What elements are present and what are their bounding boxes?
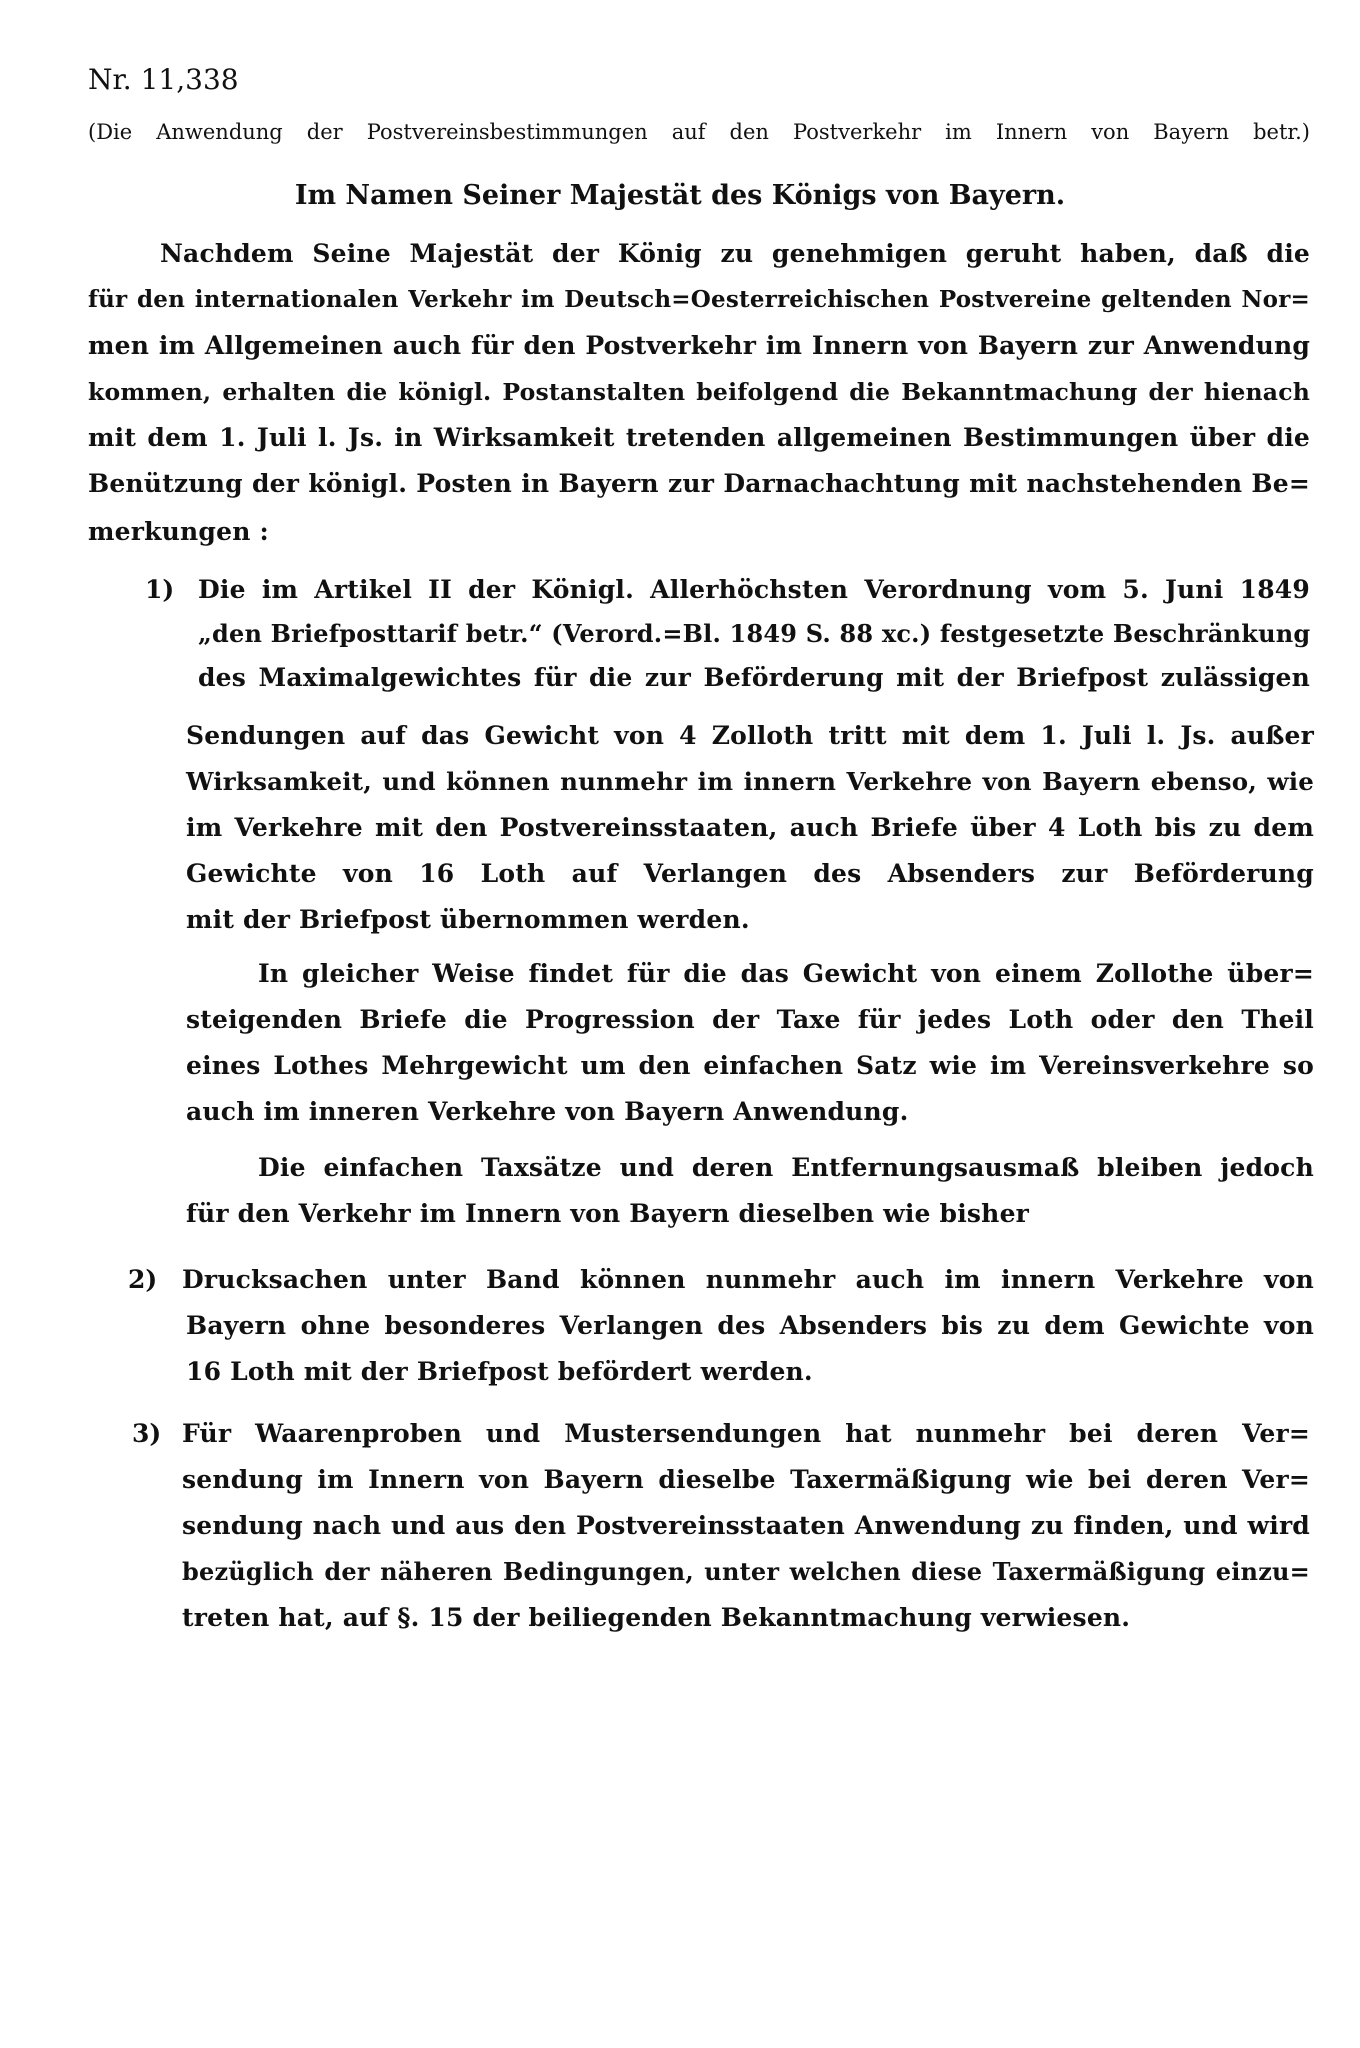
item-line: 16 Loth mit der Briefpost befördert werden.	[186, 1357, 813, 1386]
document-subtitle: (Die Anwendung der Postvereinsbestimmungen auf den Postverkehr im Innern von Bayern betr.)	[88, 120, 1310, 144]
item-line: des Maximalgewichtes für die zur Beförderung mit der Briefpost zulässigen	[198, 663, 1310, 692]
item-line: bezüglich der näheren Bedingungen, unter welchen diese Taxermäßigung einzu=	[182, 1557, 1310, 1586]
item-line: sendung nach und aus den Postvereinsstaaten Anwendung zu finden, und wird	[182, 1511, 1310, 1540]
item-line: Bayern ohne besonderes Verlangen des Absenders bis zu dem Gewichte von	[186, 1311, 1314, 1340]
intro-line: für den internationalen Verkehr im Deutsch=Oesterreichischen Postvereine geltenden Nor=	[88, 286, 1310, 313]
item-line: sendung im Innern von Bayern dieselbe Taxermäßigung wie bei deren Ver=	[182, 1465, 1310, 1494]
item-line: treten hat, auf §. 15 der beiliegenden Bekanntmachung verwiesen.	[182, 1603, 1131, 1632]
item-line: im Verkehre mit den Postvereinsstaaten, auch Briefe über 4 Loth bis zu dem	[186, 813, 1314, 842]
item-line: auch im inneren Verkehre von Bayern Anwendung.	[186, 1097, 909, 1126]
intro-line: mit dem 1. Juli l. Js. in Wirksamkeit tretenden allgemeinen Bestimmungen über die	[88, 423, 1310, 452]
item-number: 1)	[145, 575, 175, 604]
item-line: In gleicher Weise findet für die das Gewicht von einem Zollothe über=	[258, 959, 1314, 988]
item-line: Für Waarenproben und Mustersendungen hat nunmehr bei deren Ver=	[182, 1419, 1310, 1448]
intro-line: kommen, erhalten die königl. Postanstalten beifolgend die Bekanntmachung der hienach	[88, 378, 1310, 406]
item-line: mit der Briefpost übernommen werden.	[186, 905, 750, 934]
document-number: Nr. 11,338	[88, 63, 239, 96]
item-line: steigenden Briefe die Progression der Taxe für jedes Loth oder den Theil	[186, 1005, 1314, 1034]
item-line: Gewichte von 16 Loth auf Verlangen des Absenders zur Beförderung	[186, 859, 1314, 888]
item-line: Die im Artikel II der Königl. Allerhöchsten Verordnung vom 5. Juni 1849	[198, 575, 1310, 604]
item-number: 2)	[128, 1265, 158, 1294]
item-line: Die einfachen Taxsätze und deren Entfernungsausmaß bleiben jedoch	[258, 1153, 1314, 1182]
item-line: Drucksachen unter Band können nunmehr auch im innern Verkehre von	[182, 1265, 1314, 1294]
intro-line: Benützung der königl. Posten in Bayern zur Darnachachtung mit nachstehenden Be=	[88, 469, 1310, 498]
document-heading: Im Namen Seiner Majestät des Königs von Bayern.	[294, 180, 1066, 211]
item-line: „den Briefposttarif betr.“ (Verord.=Bl. 1849 S. 88 xc.) festgesetzte Beschränkung	[198, 619, 1311, 648]
item-line: Sendungen auf das Gewicht von 4 Zolloth tritt mit dem 1. Juli l. Js. außer	[186, 721, 1314, 750]
item-line: eines Lothes Mehrgewicht um den einfachen Satz wie im Vereinsverkehre so	[186, 1051, 1314, 1080]
item-number: 3)	[132, 1419, 162, 1448]
item-line: Wirksamkeit, und können nunmehr im innern Verkehre von Bayern ebenso, wie	[186, 767, 1314, 796]
intro-line: merkungen :	[88, 517, 269, 546]
intro-line: Nachdem Seine Majestät der König zu genehmigen geruht haben, daß die	[160, 239, 1310, 268]
intro-line: men im Allgemeinen auch für den Postverkehr im Innern von Bayern zur Anwendung	[88, 331, 1310, 360]
item-line: für den Verkehr im Innern von Bayern dieselben wie bisher	[186, 1199, 1030, 1228]
